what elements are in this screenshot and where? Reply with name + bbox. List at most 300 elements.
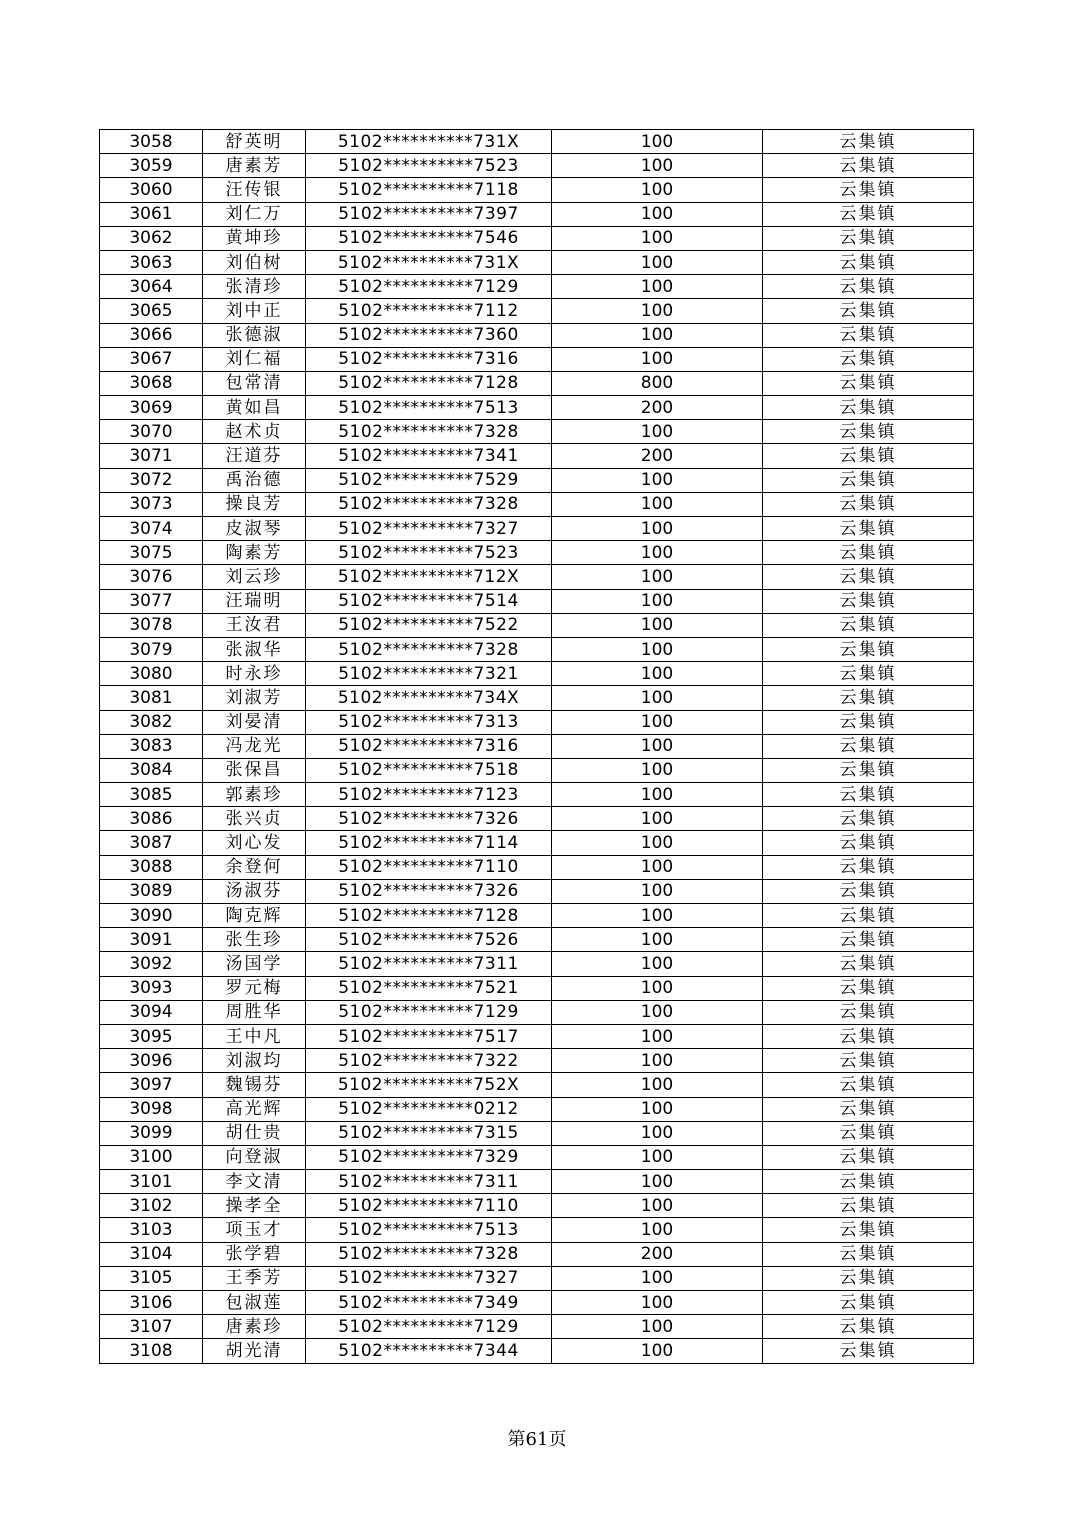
table-row <box>100 275 974 299</box>
person-name-cell: 时永珍 <box>203 662 306 686</box>
person-name-cell: 冯龙光 <box>203 734 306 758</box>
town-cell: 云集镇 <box>763 565 974 589</box>
town-cell: 云集镇 <box>763 1024 974 1048</box>
id-number-cell: 5102**********7514 <box>306 589 552 613</box>
town-cell: 云集镇 <box>763 758 974 782</box>
person-name-cell: 项玉才 <box>203 1218 306 1242</box>
town-cell: 云集镇 <box>763 783 974 807</box>
amount-cell: 100 <box>552 492 763 516</box>
amount-cell: 100 <box>552 1000 763 1024</box>
town-cell: 云集镇 <box>763 831 974 855</box>
table-row <box>100 226 974 250</box>
town-cell: 云集镇 <box>763 928 974 952</box>
table-row <box>100 758 974 782</box>
id-number-cell: 5102**********7327 <box>306 1266 552 1290</box>
person-name-cell: 唐素珍 <box>203 1315 306 1339</box>
serial-number-cell: 3067 <box>100 347 203 371</box>
table-row <box>100 1073 974 1097</box>
serial-number-cell: 3059 <box>100 154 203 178</box>
town-cell: 云集镇 <box>763 1073 974 1097</box>
amount-cell: 100 <box>552 976 763 1000</box>
town-cell: 云集镇 <box>763 904 974 928</box>
table-row <box>100 371 974 395</box>
serial-number-cell: 3105 <box>100 1266 203 1290</box>
amount-cell: 100 <box>552 734 763 758</box>
serial-number-cell: 3108 <box>100 1339 203 1363</box>
town-cell: 云集镇 <box>763 710 974 734</box>
id-number-cell: 5102**********7521 <box>306 976 552 1000</box>
town-cell: 云集镇 <box>763 517 974 541</box>
table-row <box>100 831 974 855</box>
id-number-cell: 5102**********7328 <box>306 637 552 661</box>
serial-number-cell: 3101 <box>100 1170 203 1194</box>
id-number-cell: 5102**********7322 <box>306 1049 552 1073</box>
person-name-cell: 包常清 <box>203 371 306 395</box>
table-row <box>100 468 974 492</box>
table-row <box>100 1291 974 1315</box>
serial-number-cell: 3080 <box>100 662 203 686</box>
id-number-cell: 5102**********7129 <box>306 1315 552 1339</box>
table-row <box>100 662 974 686</box>
id-number-cell: 5102**********7129 <box>306 1000 552 1024</box>
serial-number-cell: 3102 <box>100 1194 203 1218</box>
id-number-cell: 5102**********7321 <box>306 662 552 686</box>
person-name-cell: 胡仕贵 <box>203 1121 306 1145</box>
table-row <box>100 807 974 831</box>
person-name-cell: 张保昌 <box>203 758 306 782</box>
serial-number-cell: 3075 <box>100 541 203 565</box>
id-number-cell: 5102**********7329 <box>306 1145 552 1169</box>
town-cell: 云集镇 <box>763 250 974 274</box>
table-row <box>100 904 974 928</box>
amount-cell: 100 <box>552 1049 763 1073</box>
serial-number-cell: 3066 <box>100 323 203 347</box>
table-row <box>100 1121 974 1145</box>
person-name-cell: 张德淑 <box>203 323 306 347</box>
town-cell: 云集镇 <box>763 130 974 154</box>
town-cell: 云集镇 <box>763 637 974 661</box>
amount-cell: 100 <box>552 420 763 444</box>
id-number-cell: 5102**********7128 <box>306 904 552 928</box>
table-row <box>100 613 974 637</box>
town-cell: 云集镇 <box>763 662 974 686</box>
town-cell: 云集镇 <box>763 807 974 831</box>
table-row <box>100 1024 974 1048</box>
amount-cell: 100 <box>552 613 763 637</box>
serial-number-cell: 3088 <box>100 855 203 879</box>
town-cell: 云集镇 <box>763 178 974 202</box>
town-cell: 云集镇 <box>763 323 974 347</box>
town-cell: 云集镇 <box>763 1218 974 1242</box>
town-cell: 云集镇 <box>763 879 974 903</box>
table-row <box>100 952 974 976</box>
town-cell: 云集镇 <box>763 444 974 468</box>
town-cell: 云集镇 <box>763 1194 974 1218</box>
serial-number-cell: 3078 <box>100 613 203 637</box>
amount-cell: 100 <box>552 226 763 250</box>
id-number-cell: 5102**********7397 <box>306 202 552 226</box>
serial-number-cell: 3092 <box>100 952 203 976</box>
person-name-cell: 汪瑞明 <box>203 589 306 613</box>
person-name-cell: 刘仁万 <box>203 202 306 226</box>
town-cell: 云集镇 <box>763 1121 974 1145</box>
serial-number-cell: 3070 <box>100 420 203 444</box>
table-row <box>100 1170 974 1194</box>
serial-number-cell: 3074 <box>100 517 203 541</box>
amount-cell: 100 <box>552 904 763 928</box>
table-row <box>100 323 974 347</box>
id-number-cell: 5102**********7110 <box>306 855 552 879</box>
id-number-cell: 5102**********7123 <box>306 783 552 807</box>
table-row <box>100 250 974 274</box>
person-name-cell: 皮淑琴 <box>203 517 306 541</box>
id-number-cell: 5102**********7328 <box>306 492 552 516</box>
serial-number-cell: 3064 <box>100 275 203 299</box>
id-number-cell: 5102**********7526 <box>306 928 552 952</box>
town-cell: 云集镇 <box>763 1097 974 1121</box>
page-number: 第61页 <box>507 1429 567 1450</box>
person-name-cell: 陶克辉 <box>203 904 306 928</box>
id-number-cell: 5102**********7546 <box>306 226 552 250</box>
table-row <box>100 396 974 420</box>
amount-cell: 100 <box>552 130 763 154</box>
person-name-cell: 张生珍 <box>203 928 306 952</box>
serial-number-cell: 3079 <box>100 637 203 661</box>
amount-cell: 100 <box>552 1218 763 1242</box>
person-name-cell: 操孝全 <box>203 1194 306 1218</box>
id-number-cell: 5102**********7349 <box>306 1291 552 1315</box>
id-number-cell: 5102**********7315 <box>306 1121 552 1145</box>
amount-cell: 100 <box>552 952 763 976</box>
serial-number-cell: 3076 <box>100 565 203 589</box>
table-row <box>100 154 974 178</box>
table-row <box>100 1145 974 1169</box>
person-name-cell: 刘伯树 <box>203 250 306 274</box>
person-name-cell: 唐素芳 <box>203 154 306 178</box>
id-number-cell: 5102**********7328 <box>306 420 552 444</box>
amount-cell: 100 <box>552 1073 763 1097</box>
amount-cell: 200 <box>552 1242 763 1266</box>
amount-cell: 100 <box>552 879 763 903</box>
id-number-cell: 5102**********7311 <box>306 1170 552 1194</box>
id-number-cell: 5102**********7112 <box>306 299 552 323</box>
serial-number-cell: 3094 <box>100 1000 203 1024</box>
amount-cell: 100 <box>552 710 763 734</box>
table-row <box>100 1049 974 1073</box>
person-name-cell: 张学碧 <box>203 1242 306 1266</box>
serial-number-cell: 3090 <box>100 904 203 928</box>
person-name-cell: 汪传银 <box>203 178 306 202</box>
person-name-cell: 向登淑 <box>203 1145 306 1169</box>
amount-cell: 100 <box>552 250 763 274</box>
table-row <box>100 565 974 589</box>
id-number-cell: 5102**********7316 <box>306 734 552 758</box>
serial-number-cell: 3107 <box>100 1315 203 1339</box>
table-row <box>100 1000 974 1024</box>
id-number-cell: 5102**********7327 <box>306 517 552 541</box>
serial-number-cell: 3061 <box>100 202 203 226</box>
table-row <box>100 855 974 879</box>
serial-number-cell: 3068 <box>100 371 203 395</box>
serial-number-cell: 3085 <box>100 783 203 807</box>
serial-number-cell: 3087 <box>100 831 203 855</box>
town-cell: 云集镇 <box>763 492 974 516</box>
table-row <box>100 589 974 613</box>
serial-number-cell: 3106 <box>100 1291 203 1315</box>
table-row <box>100 541 974 565</box>
amount-cell: 100 <box>552 1121 763 1145</box>
table-row <box>100 1266 974 1290</box>
id-number-cell: 5102**********712X <box>306 565 552 589</box>
town-cell: 云集镇 <box>763 275 974 299</box>
table-row <box>100 710 974 734</box>
town-cell: 云集镇 <box>763 976 974 1000</box>
person-name-cell: 赵术贞 <box>203 420 306 444</box>
table-row <box>100 976 974 1000</box>
table-row <box>100 879 974 903</box>
amount-cell: 100 <box>552 517 763 541</box>
serial-number-cell: 3098 <box>100 1097 203 1121</box>
town-cell: 云集镇 <box>763 347 974 371</box>
person-name-cell: 黄如昌 <box>203 396 306 420</box>
person-name-cell: 刘云珍 <box>203 565 306 589</box>
id-number-cell: 5102**********752X <box>306 1073 552 1097</box>
amount-cell: 100 <box>552 202 763 226</box>
person-name-cell: 魏锡芬 <box>203 1073 306 1097</box>
amount-cell: 100 <box>552 154 763 178</box>
town-cell: 云集镇 <box>763 396 974 420</box>
amount-cell: 100 <box>552 686 763 710</box>
amount-cell: 100 <box>552 468 763 492</box>
table-row <box>100 420 974 444</box>
person-name-cell: 张淑华 <box>203 637 306 661</box>
amount-cell: 100 <box>552 347 763 371</box>
serial-number-cell: 3096 <box>100 1049 203 1073</box>
person-name-cell: 张兴贞 <box>203 807 306 831</box>
table-row <box>100 637 974 661</box>
serial-number-cell: 3058 <box>100 130 203 154</box>
town-cell: 云集镇 <box>763 1339 974 1363</box>
serial-number-cell: 3060 <box>100 178 203 202</box>
town-cell: 云集镇 <box>763 1145 974 1169</box>
serial-number-cell: 3062 <box>100 226 203 250</box>
id-number-cell: 5102**********7529 <box>306 468 552 492</box>
amount-cell: 100 <box>552 323 763 347</box>
id-number-cell: 5102**********7316 <box>306 347 552 371</box>
amount-cell: 100 <box>552 1097 763 1121</box>
person-name-cell: 汪道芬 <box>203 444 306 468</box>
town-cell: 云集镇 <box>763 1000 974 1024</box>
id-number-cell: 5102**********7326 <box>306 879 552 903</box>
table-row <box>100 686 974 710</box>
amount-cell: 100 <box>552 1024 763 1048</box>
amount-cell: 100 <box>552 1291 763 1315</box>
amount-cell: 100 <box>552 1266 763 1290</box>
town-cell: 云集镇 <box>763 541 974 565</box>
id-number-cell: 5102**********731X <box>306 250 552 274</box>
table-row <box>100 734 974 758</box>
person-name-cell: 汤国学 <box>203 952 306 976</box>
serial-number-cell: 3104 <box>100 1242 203 1266</box>
table-row <box>100 1194 974 1218</box>
person-name-cell: 王中凡 <box>203 1024 306 1048</box>
table-row <box>100 492 974 516</box>
id-number-cell: 5102**********7114 <box>306 831 552 855</box>
amount-cell: 100 <box>552 275 763 299</box>
id-number-cell: 5102**********7522 <box>306 613 552 637</box>
amount-cell: 100 <box>552 1339 763 1363</box>
table-row <box>100 178 974 202</box>
id-number-cell: 5102**********7523 <box>306 154 552 178</box>
serial-number-cell: 3081 <box>100 686 203 710</box>
person-name-cell: 禹治德 <box>203 468 306 492</box>
amount-cell: 100 <box>552 541 763 565</box>
amount-cell: 200 <box>552 396 763 420</box>
amount-cell: 100 <box>552 758 763 782</box>
amount-cell: 100 <box>552 565 763 589</box>
person-name-cell: 李文清 <box>203 1170 306 1194</box>
roster-table <box>99 129 974 1364</box>
amount-cell: 100 <box>552 662 763 686</box>
town-cell: 云集镇 <box>763 734 974 758</box>
town-cell: 云集镇 <box>763 1315 974 1339</box>
id-number-cell: 5102**********7128 <box>306 371 552 395</box>
amount-cell: 100 <box>552 299 763 323</box>
id-number-cell: 5102**********7513 <box>306 1218 552 1242</box>
person-name-cell: 张清珍 <box>203 275 306 299</box>
person-name-cell: 刘晏清 <box>203 710 306 734</box>
town-cell: 云集镇 <box>763 154 974 178</box>
id-number-cell: 5102**********7313 <box>306 710 552 734</box>
id-number-cell: 5102**********7326 <box>306 807 552 831</box>
amount-cell: 100 <box>552 1315 763 1339</box>
person-name-cell: 余登何 <box>203 855 306 879</box>
table-row <box>100 783 974 807</box>
id-number-cell: 5102**********7118 <box>306 178 552 202</box>
id-number-cell: 5102**********7129 <box>306 275 552 299</box>
town-cell: 云集镇 <box>763 468 974 492</box>
id-number-cell: 5102**********7517 <box>306 1024 552 1048</box>
amount-cell: 100 <box>552 807 763 831</box>
person-name-cell: 刘淑芳 <box>203 686 306 710</box>
amount-cell: 100 <box>552 1194 763 1218</box>
person-name-cell: 刘心发 <box>203 831 306 855</box>
serial-number-cell: 3095 <box>100 1024 203 1048</box>
serial-number-cell: 3069 <box>100 396 203 420</box>
town-cell: 云集镇 <box>763 1170 974 1194</box>
serial-number-cell: 3093 <box>100 976 203 1000</box>
amount-cell: 100 <box>552 1170 763 1194</box>
serial-number-cell: 3082 <box>100 710 203 734</box>
amount-cell: 800 <box>552 371 763 395</box>
roster-table-body <box>100 130 974 1364</box>
amount-cell: 100 <box>552 831 763 855</box>
table-row <box>100 1242 974 1266</box>
table-row <box>100 1218 974 1242</box>
town-cell: 云集镇 <box>763 202 974 226</box>
id-number-cell: 5102**********7110 <box>306 1194 552 1218</box>
town-cell: 云集镇 <box>763 613 974 637</box>
person-name-cell: 王汝君 <box>203 613 306 637</box>
serial-number-cell: 3091 <box>100 928 203 952</box>
id-number-cell: 5102**********7341 <box>306 444 552 468</box>
table-row <box>100 202 974 226</box>
serial-number-cell: 3089 <box>100 879 203 903</box>
town-cell: 云集镇 <box>763 589 974 613</box>
amount-cell: 100 <box>552 178 763 202</box>
person-name-cell: 刘淑均 <box>203 1049 306 1073</box>
person-name-cell: 高光辉 <box>203 1097 306 1121</box>
town-cell: 云集镇 <box>763 1242 974 1266</box>
person-name-cell: 陶素芳 <box>203 541 306 565</box>
town-cell: 云集镇 <box>763 686 974 710</box>
serial-number-cell: 3100 <box>100 1145 203 1169</box>
table-row <box>100 1097 974 1121</box>
serial-number-cell: 3099 <box>100 1121 203 1145</box>
amount-cell: 100 <box>552 589 763 613</box>
amount-cell: 100 <box>552 637 763 661</box>
table-row <box>100 1339 974 1363</box>
town-cell: 云集镇 <box>763 855 974 879</box>
amount-cell: 100 <box>552 1145 763 1169</box>
serial-number-cell: 3072 <box>100 468 203 492</box>
id-number-cell: 5102**********0212 <box>306 1097 552 1121</box>
town-cell: 云集镇 <box>763 226 974 250</box>
person-name-cell: 舒英明 <box>203 130 306 154</box>
table-row <box>100 1315 974 1339</box>
person-name-cell: 刘中正 <box>203 299 306 323</box>
serial-number-cell: 3103 <box>100 1218 203 1242</box>
town-cell: 云集镇 <box>763 371 974 395</box>
person-name-cell: 胡光清 <box>203 1339 306 1363</box>
person-name-cell: 王季芳 <box>203 1266 306 1290</box>
serial-number-cell: 3083 <box>100 734 203 758</box>
id-number-cell: 5102**********7518 <box>306 758 552 782</box>
serial-number-cell: 3077 <box>100 589 203 613</box>
id-number-cell: 5102**********7360 <box>306 323 552 347</box>
person-name-cell: 罗元梅 <box>203 976 306 1000</box>
serial-number-cell: 3086 <box>100 807 203 831</box>
serial-number-cell: 3065 <box>100 299 203 323</box>
town-cell: 云集镇 <box>763 420 974 444</box>
serial-number-cell: 3097 <box>100 1073 203 1097</box>
id-number-cell: 5102**********7523 <box>306 541 552 565</box>
serial-number-cell: 3084 <box>100 758 203 782</box>
town-cell: 云集镇 <box>763 1266 974 1290</box>
amount-cell: 100 <box>552 928 763 952</box>
id-number-cell: 5102**********7311 <box>306 952 552 976</box>
amount-cell: 100 <box>552 855 763 879</box>
serial-number-cell: 3073 <box>100 492 203 516</box>
amount-cell: 200 <box>552 444 763 468</box>
person-name-cell: 郭素珍 <box>203 783 306 807</box>
id-number-cell: 5102**********731X <box>306 130 552 154</box>
town-cell: 云集镇 <box>763 1291 974 1315</box>
id-number-cell: 5102**********7328 <box>306 1242 552 1266</box>
id-number-cell: 5102**********7513 <box>306 396 552 420</box>
person-name-cell: 黄坤珍 <box>203 226 306 250</box>
table-row <box>100 928 974 952</box>
person-name-cell: 汤淑芬 <box>203 879 306 903</box>
person-name-cell: 周胜华 <box>203 1000 306 1024</box>
id-number-cell: 5102**********7344 <box>306 1339 552 1363</box>
town-cell: 云集镇 <box>763 299 974 323</box>
table-row <box>100 517 974 541</box>
amount-cell: 100 <box>552 783 763 807</box>
table-row <box>100 130 974 154</box>
id-number-cell: 5102**********734X <box>306 686 552 710</box>
person-name-cell: 包淑莲 <box>203 1291 306 1315</box>
